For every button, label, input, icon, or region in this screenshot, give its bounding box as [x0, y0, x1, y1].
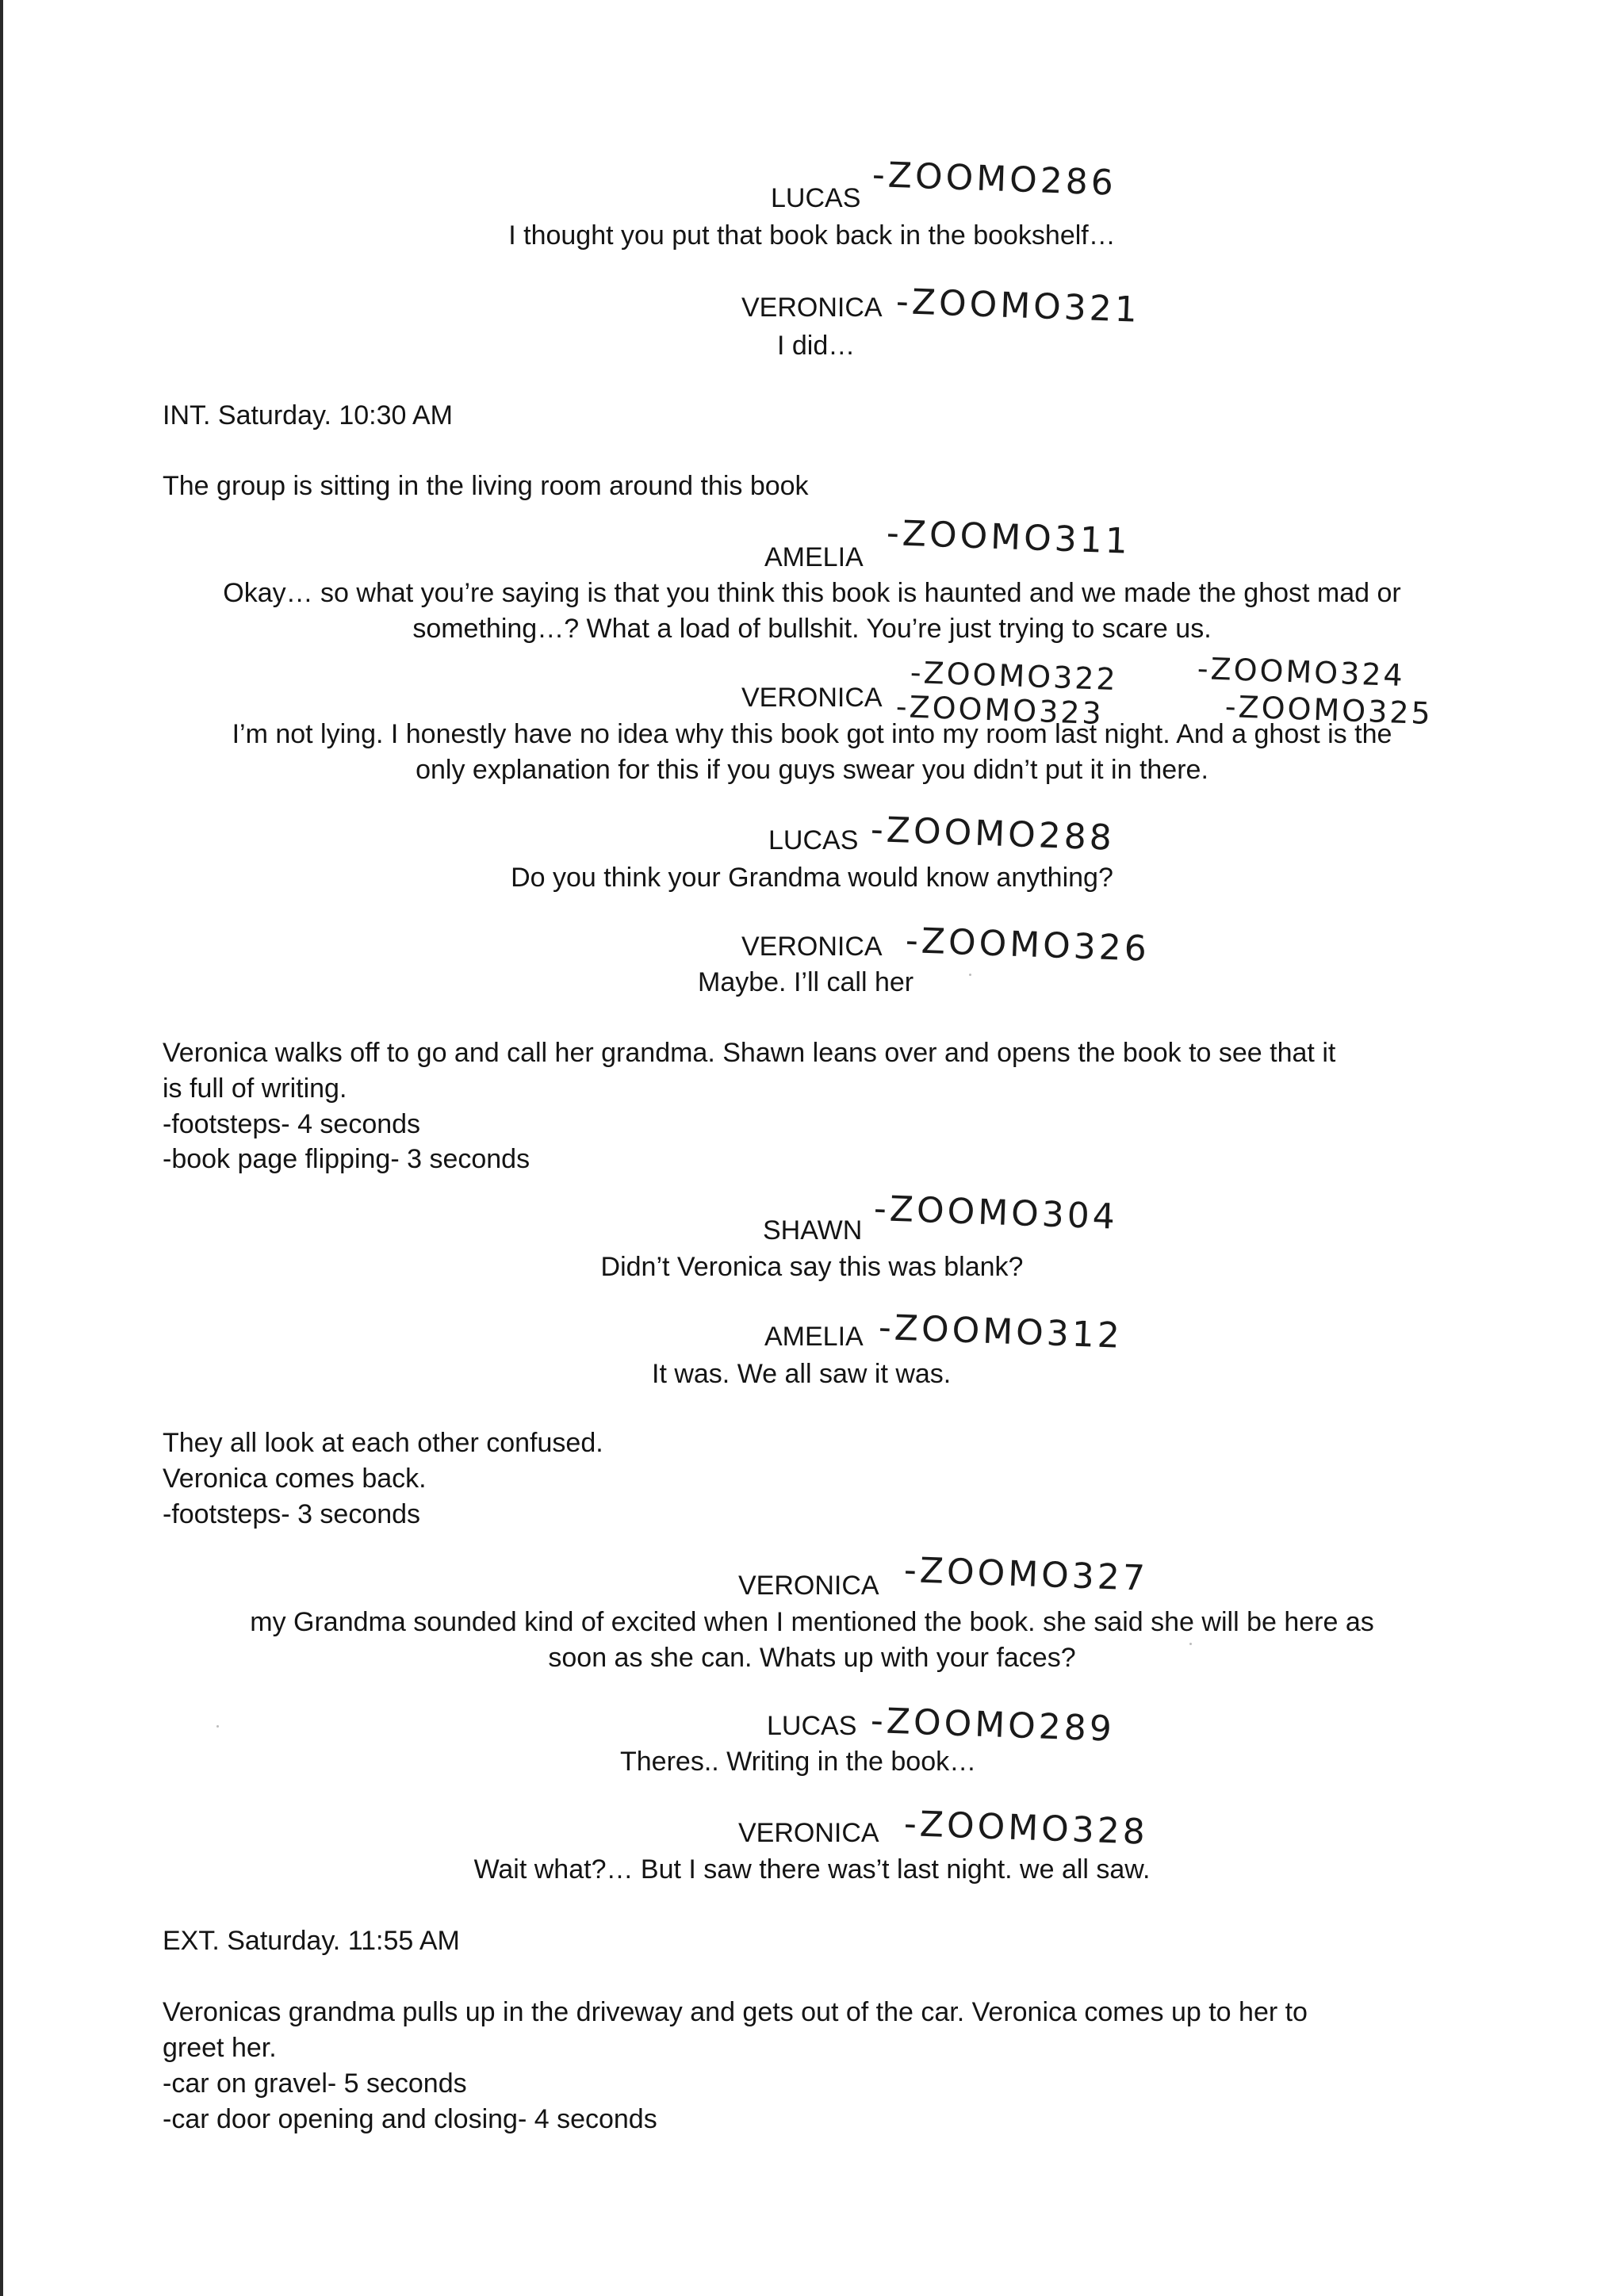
character-name: AMELIA	[764, 542, 864, 572]
character-name: VERONICA	[738, 1818, 879, 1848]
handwritten-take-note: -ZOOMO304	[873, 1188, 1119, 1238]
character-name: VERONICA	[741, 293, 883, 323]
dialogue-line: I did…	[777, 331, 856, 361]
dialogue-line: I’m not lying. I honestly have no idea why this book got into my room last night. And a ghost is the	[232, 719, 1392, 749]
scan-speck	[216, 1725, 219, 1728]
character-name: VERONICA	[741, 932, 883, 962]
scan-speck	[1189, 1643, 1192, 1645]
dialogue-line: my Grandma sounded kind of excited when I mentioned the book. she said she will be here as	[250, 1607, 1374, 1637]
sound-effect-line: -footsteps- 3 seconds	[163, 1499, 421, 1529]
handwritten-take-note: -ZOOMO289	[870, 1701, 1116, 1750]
character-name: VERONICA	[738, 1571, 879, 1601]
dialogue-line: only explanation for this if you guys swear you didn’t put it in there.	[416, 755, 1208, 785]
dialogue-line: Wait what?… But I saw there was’t last night. we all saw.	[473, 1854, 1151, 1885]
action-line: is full of writing.	[163, 1073, 347, 1104]
handwritten-take-note: -ZOOMO328	[903, 1804, 1149, 1853]
handwritten-take-note: -ZOOMO327	[903, 1550, 1149, 1599]
scene-heading: EXT. Saturday. 11:55 AM	[163, 1926, 460, 1956]
dialogue-line: Didn’t Veronica say this was blank?	[600, 1252, 1024, 1282]
dialogue-line: Do you think your Grandma would know anything?	[511, 863, 1113, 893]
character-name: SHAWN	[763, 1215, 863, 1246]
dialogue-line: It was. We all saw it was.	[652, 1359, 952, 1389]
dialogue-line: something…? What a load of bullshit. You’re just trying to scare us.	[412, 614, 1212, 644]
sound-effect-line: -footsteps- 4 seconds	[163, 1109, 421, 1139]
dialogue-line: Okay… so what you’re saying is that you think this book is haunted and we made the ghost mad or	[223, 578, 1401, 608]
sound-effect-line: -car on gravel- 5 seconds	[163, 2068, 467, 2099]
dialogue-line: Maybe. I’ll call her	[698, 967, 914, 997]
handwritten-take-note: -ZOOMO323	[895, 689, 1105, 732]
handwritten-take-note: -ZOOMO321	[895, 281, 1141, 331]
action-line: Veronica comes back.	[163, 1464, 427, 1494]
handwritten-take-note: -ZOOMO324	[1197, 651, 1406, 694]
sound-effect-line: -car door opening and closing- 4 seconds	[163, 2104, 657, 2134]
sound-effect-line: -book page flipping- 3 seconds	[163, 1144, 530, 1174]
page-edge	[0, 0, 3, 2296]
dialogue-line: Theres.. Writing in the book…	[620, 1747, 977, 1777]
handwritten-take-note: -ZOOMO322	[910, 655, 1119, 698]
character-name: AMELIA	[764, 1322, 864, 1352]
action-line: The group is sitting in the living room around this book	[163, 471, 809, 501]
scene-heading: INT. Saturday. 10:30 AM	[163, 400, 453, 430]
action-line: Veronica walks off to go and call her grandma. Shawn leans over and opens the book to see that it	[163, 1038, 1336, 1068]
dialogue-line: I thought you put that book back in the bookshelf…	[508, 220, 1116, 251]
action-line: They all look at each other confused.	[163, 1428, 603, 1458]
action-line: Veronicas grandma pulls up in the driveway and gets out of the car. Veronica comes up to her to	[163, 1997, 1308, 2027]
dialogue-line: soon as she can. Whats up with your faces?	[548, 1643, 1076, 1673]
action-line: greet her.	[163, 2033, 277, 2063]
handwritten-take-note: -ZOOMO312	[878, 1307, 1124, 1357]
character-name: LUCAS	[768, 825, 859, 855]
character-name: LUCAS	[767, 1711, 857, 1741]
character-name: VERONICA	[741, 683, 883, 713]
handwritten-take-note: -ZOOMO326	[905, 920, 1151, 970]
handwritten-take-note: -ZOOMO286	[871, 155, 1117, 204]
handwritten-take-note: -ZOOMO311	[886, 513, 1132, 562]
handwritten-take-note: -ZOOMO325	[1224, 689, 1434, 732]
character-name: LUCAS	[771, 183, 861, 213]
handwritten-take-note: -ZOOMO288	[870, 809, 1116, 859]
scan-speck	[969, 974, 971, 976]
